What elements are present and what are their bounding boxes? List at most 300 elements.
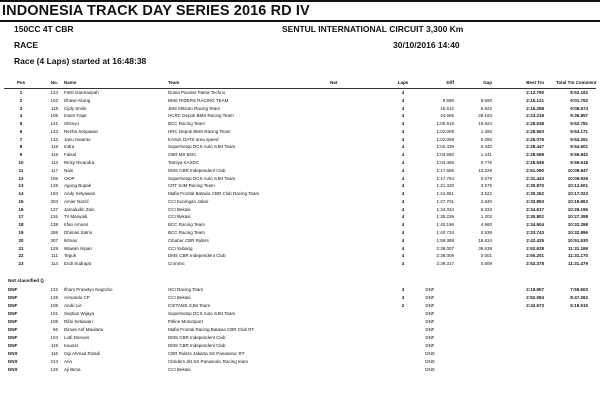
not-classified-row	[0, 327, 600, 335]
cell-no: 288	[50, 230, 58, 236]
not-classified-title: Not classified ()	[8, 279, 44, 284]
cell-team: Cronmic	[168, 261, 185, 267]
cell-laps: 4	[401, 121, 405, 127]
cell-name: Andy Setyawan	[64, 191, 96, 197]
cell-gap: 18.634	[478, 237, 492, 243]
cell-gap: 13.229	[478, 167, 492, 173]
session-datetime: 30/10/2016 14:40	[393, 40, 460, 50]
cell-total: 9:52.781	[570, 121, 588, 127]
not-classified-row	[0, 335, 600, 343]
cell-no: 123	[50, 128, 58, 134]
not-classified-row	[0, 311, 600, 319]
cell-total: 10:09.847	[567, 167, 588, 173]
cell-diff: 1:17.685	[436, 167, 454, 173]
col-laps: Laps	[397, 80, 409, 85]
cell-status: DNF	[425, 335, 435, 340]
cell-no: 104	[50, 335, 58, 340]
cell-name: Imam Fajar	[64, 113, 87, 119]
cell-pos: 8	[19, 144, 23, 150]
cell-gap: 0.340	[480, 144, 492, 150]
cell-no: 121	[50, 121, 58, 127]
cell-team: DMS CBR Independent Club	[168, 335, 226, 340]
cell-team: Mafia Frontal Batavia CBR Club Racing Team	[168, 191, 260, 197]
cell-total: 9:55.842	[570, 152, 588, 158]
cell-best: 2:52.378	[526, 261, 544, 267]
cell-no: 138	[50, 222, 58, 228]
cell-pos: 16	[18, 206, 24, 212]
cell-team: CCI Bekasi	[168, 214, 191, 220]
cell-best: 2:42.673	[526, 303, 544, 308]
cell-no: 124	[50, 90, 58, 95]
cell-total: 8:47.262	[570, 295, 588, 300]
cell-team: DMS CBR Independent Club	[168, 167, 226, 173]
cell-diff: 1:24.861	[436, 191, 454, 197]
cell-no: 126	[50, 214, 58, 220]
cell-pos: DNF	[8, 343, 18, 348]
cell-name: Agung Bopak	[64, 183, 92, 189]
cell-laps: 4	[401, 206, 405, 212]
cell-no: 128	[50, 183, 58, 189]
cell-team: Pitline Motorsport	[168, 319, 204, 324]
cell-name: Shimyo	[64, 121, 80, 127]
cell-team: SuperSotop DCS Auto SJM Team	[168, 311, 236, 316]
cell-pos: 14	[18, 191, 24, 197]
cell-no: 101	[50, 311, 58, 316]
not-classified-row	[0, 359, 600, 367]
cell-gap: 1.202	[480, 214, 492, 220]
cell-total: 10:26.196	[567, 206, 588, 212]
cell-diff: 1:02.009	[436, 128, 454, 134]
cell-team: HRC Depok BMS Racing Team	[168, 128, 231, 134]
cell-name: Aji Bima	[64, 367, 81, 372]
cell-status: DNF	[425, 343, 435, 348]
cell-gap: 4.960	[480, 222, 492, 228]
cell-team: CBR MS BOC	[168, 152, 197, 158]
cell-pos: 11	[18, 167, 24, 173]
cell-no: 105	[50, 113, 58, 119]
cell-diff: 2:38.007	[436, 245, 454, 251]
not-classified-row	[0, 343, 600, 351]
cell-team: BCC Racing Team	[168, 121, 205, 127]
cell-diff: 1:27.701	[436, 198, 454, 204]
cell-no: 102	[50, 97, 58, 103]
cell-name: Dimas Arif Maulana	[64, 327, 104, 332]
cell-team: BCC Racing Team	[168, 230, 205, 236]
cell-laps: 4	[401, 245, 405, 251]
cell-name: Wawan Hipan	[64, 245, 92, 251]
cell-laps: 4	[401, 113, 405, 119]
cell-best: 2:30.802	[526, 214, 544, 220]
cell-name: Armando CP	[64, 295, 90, 300]
cell-best: 2:34.617	[526, 206, 544, 212]
cell-best: 2:25.948	[526, 160, 544, 166]
cell-pos: 9	[19, 152, 23, 158]
cell-team: CCI Subang	[168, 245, 193, 251]
cell-total: 9:36.857	[570, 113, 588, 119]
cell-best: 2:28.568	[526, 152, 544, 158]
cell-pos: DNS	[8, 359, 18, 364]
cell-pos: 13	[18, 183, 24, 189]
cell-status: DNF	[425, 303, 435, 308]
cell-laps: 4	[401, 237, 405, 243]
cell-name: Dhimas Satrio	[64, 230, 93, 236]
cell-gap: 3.575	[480, 183, 492, 189]
cell-team: KASdc DATS area speed	[168, 136, 219, 142]
cell-gap: 0.538	[480, 230, 492, 236]
cell-pos: 7	[19, 136, 23, 142]
cell-diff: 16.512	[440, 105, 454, 111]
cell-best: 2:52.084	[526, 295, 544, 300]
circuit-name: SENTUL INTERNATIONAL CIRCUIT 3,300 Km	[282, 24, 464, 34]
col-nat: Nat	[330, 80, 338, 85]
cell-best: 2:51.090	[526, 167, 544, 173]
session-name: RACE	[14, 40, 39, 50]
col-no: No.	[50, 80, 58, 85]
cell-no: 108	[50, 319, 58, 324]
cell-pos: 18	[18, 222, 24, 228]
cell-status: DNF	[425, 327, 435, 332]
cell-diff: 44.695	[440, 113, 454, 119]
cell-gap: 9.590	[480, 97, 492, 103]
cell-diff: 9.590	[442, 97, 454, 103]
not-classified-row	[0, 367, 600, 375]
cell-team: JMS Mitsuto Racing Team	[168, 105, 221, 111]
cell-gap: 15.924	[478, 121, 492, 127]
cell-pos: DNF	[8, 311, 18, 316]
cell-laps: 3	[401, 287, 405, 292]
not-classified-row	[0, 351, 600, 359]
cell-total: 11:31.479	[567, 261, 588, 267]
page-title: INDONESIA TRACK DAY SERIES 2016 RD IV	[2, 3, 310, 19]
cell-total: 10:09.926	[567, 175, 588, 181]
cell-name: Janu Iswanto	[64, 136, 91, 142]
cell-pos: 6	[19, 128, 23, 134]
cell-no: 119	[50, 343, 58, 348]
cell-gap: 2.840	[480, 198, 492, 204]
cell-no: 106	[50, 175, 58, 181]
cell-gap: 3.522	[480, 191, 492, 197]
race-info: Race (4 Laps) started at 16:48:38	[14, 56, 147, 66]
cell-best: 2:19.957	[526, 287, 544, 292]
cell-diff: 1:21.339	[436, 183, 454, 189]
cell-laps: 4	[401, 183, 405, 189]
cell-best: 2:15.121	[526, 97, 544, 103]
cell-pos: 23	[18, 261, 24, 267]
cell-laps: 4	[401, 167, 405, 173]
cell-pos: DNF	[8, 295, 18, 300]
cell-name: Ciply Smile	[64, 105, 87, 111]
cell-gap: 0.079	[480, 175, 492, 181]
cell-pos: 21	[18, 245, 24, 251]
cell-diff: 1:17.764	[436, 175, 454, 181]
cell-diff: 2:38.008	[436, 253, 454, 259]
cell-laps: 4	[401, 191, 405, 197]
cell-pos: 4	[19, 113, 23, 119]
cell-team: BMS RIDERS RACING TEAM	[168, 97, 229, 103]
cell-team: DMS CBR Independent Club	[168, 343, 226, 348]
cell-laps: 4	[401, 261, 405, 267]
cell-name: Andri Lie	[64, 303, 82, 308]
result-row	[0, 261, 600, 269]
cell-name: Indra	[64, 144, 75, 150]
cell-team: DMS CBR Independent Club	[168, 253, 226, 259]
cell-pos: 1	[19, 90, 23, 95]
cell-status: DNS	[425, 367, 435, 372]
cell-team: CCI Kuningan Jabar	[168, 198, 209, 204]
cell-name: Ricky Ricandra	[64, 160, 95, 166]
cell-best: 2:33.743	[526, 230, 544, 236]
cell-pos: 15	[18, 198, 24, 204]
cell-team: CCI Bekasi	[168, 206, 191, 212]
cell-total: 11:31.170	[567, 253, 588, 259]
cell-team: CCI Bekasi	[168, 295, 191, 300]
cell-status: DNF	[425, 319, 435, 324]
not-classified-row	[0, 287, 600, 295]
cell-best: 2:50.201	[526, 253, 544, 259]
class-name: 150CC 4T CBR	[14, 24, 74, 34]
cell-no: 303	[50, 198, 58, 204]
cell-status: DNF	[425, 287, 435, 292]
cell-name: Rifai Setiawan	[64, 319, 93, 324]
col-diff: Diff	[446, 80, 454, 85]
cell-no: 122	[50, 287, 58, 292]
cell-laps: 4	[401, 136, 405, 142]
cell-best: 2:23.219	[526, 113, 544, 119]
cell-best: 2:12.790	[526, 90, 544, 95]
cell-name: Faisal	[64, 152, 77, 158]
cell-pos: DNF	[8, 335, 18, 340]
cell-team: SuperSotop DCS Auto SJM Team	[168, 144, 236, 150]
cell-pos: 12	[18, 175, 24, 181]
cell-total: 9:08.674	[570, 105, 588, 111]
cell-diff: 1:35.236	[436, 214, 454, 220]
cell-gap: 0.001	[480, 253, 492, 259]
cell-name: Ikhsan	[64, 237, 78, 243]
cell-name: OKIP	[64, 175, 75, 181]
cell-name: Teguh	[64, 253, 77, 259]
cell-no: 113	[50, 160, 58, 166]
cell-pos: 22	[18, 253, 24, 259]
cell-name: Lutfi Denoes	[64, 335, 90, 340]
cell-total: 10:17.023	[567, 191, 588, 197]
cell-no: 118	[50, 144, 58, 150]
cell-name: Tri Manyadi	[64, 214, 88, 220]
not-classified-row	[0, 319, 600, 327]
cell-pos: 2	[19, 97, 23, 103]
cell-total: 10:27.398	[567, 214, 588, 220]
title-bar	[0, 0, 600, 22]
not-classified-row	[0, 303, 600, 311]
cell-name: Rezha Setyawan	[64, 128, 99, 134]
cell-best: 2:34.904	[526, 222, 544, 228]
cell-best: 2:30.262	[526, 191, 544, 197]
cell-total: 7:55.603	[570, 287, 588, 292]
cell-no: 118	[50, 105, 58, 111]
col-total: Total Tm Comment	[556, 80, 597, 85]
cell-diff: 1:59.368	[436, 237, 454, 243]
cell-no: 127	[50, 206, 58, 212]
cell-pos: DNS	[8, 351, 18, 356]
cell-no: 128	[50, 295, 58, 300]
cell-status: DNF	[425, 311, 435, 316]
results-table-header	[0, 80, 600, 88]
header-divider	[4, 88, 596, 89]
cell-name: Amier Nazril	[64, 198, 89, 204]
cell-best: 2:32.893	[526, 198, 544, 204]
cell-team: HCRC Depok BMS Racing Team	[168, 113, 234, 119]
cell-no: 132	[50, 136, 58, 142]
cell-gap: 1.390	[480, 128, 492, 134]
cell-diff: 1:40.196	[436, 222, 454, 228]
cell-name: Kausar	[64, 343, 79, 348]
cell-team: Tamiya KASDC	[168, 160, 200, 166]
cell-gap: 0.809	[480, 261, 492, 267]
cell-laps: 4	[401, 97, 405, 103]
cell-diff: 1:40.734	[436, 230, 454, 236]
cell-gap: 1.241	[480, 152, 492, 158]
cell-pos: DNF	[8, 287, 18, 292]
cell-total: 10:32.896	[567, 230, 588, 236]
cell-name: Irfan Amoeri	[64, 222, 89, 228]
cell-total: 10:32.358	[567, 222, 588, 228]
cell-total: 9:56.618	[570, 160, 588, 166]
cell-name: Jamaludin Zain	[64, 206, 95, 212]
cell-diff: 1:34.034	[436, 206, 454, 212]
cell-no: 193	[50, 191, 58, 197]
cell-name: Endi Sudrajat	[64, 261, 92, 267]
cell-pos: 19	[18, 230, 24, 236]
cell-no: 116	[50, 351, 58, 356]
col-gap: Gap	[483, 80, 492, 85]
cell-laps: 4	[401, 230, 405, 236]
cell-best: 2:28.447	[526, 144, 544, 150]
cell-team: ICETAMS SJM Team	[168, 303, 211, 308]
cell-gap: 0.776	[480, 160, 492, 166]
cell-team: Dunia Pioneer Patria Techno	[168, 90, 226, 95]
cell-best: 2:16.268	[526, 105, 544, 111]
cell-best: 2:26.076	[526, 136, 544, 142]
cell-total: 10:13.501	[567, 183, 588, 189]
cell-name: Fetlri Darmanpah	[64, 90, 99, 95]
cell-pos: DNF	[8, 303, 18, 308]
cell-status: DNS	[425, 359, 435, 364]
cell-gap: 0.090	[480, 136, 492, 142]
cell-total: 9:01.752	[570, 97, 588, 103]
cell-total: 9:54.171	[570, 128, 588, 134]
cell-team: SuperSotop DCS Auto SJM Team	[168, 175, 236, 181]
cell-no: 108	[50, 303, 58, 308]
cell-best: 2:28.538	[526, 121, 544, 127]
cell-team: Mafia Frontal Racing Batavia CBR Club RT	[168, 327, 255, 332]
cell-best: 2:28.563	[526, 128, 544, 134]
cell-status: DNF	[425, 295, 435, 300]
cell-gap: 6.333	[480, 206, 492, 212]
cell-total: 10:19.863	[567, 198, 588, 204]
cell-laps: 4	[401, 253, 405, 259]
cell-pos: DNF	[8, 319, 18, 324]
cell-no: 117	[50, 167, 58, 173]
cell-diff: 2:39.317	[436, 261, 454, 267]
not-classified-row	[0, 295, 600, 303]
cell-name: Septian Wijaya	[64, 311, 95, 316]
cell-best: 2:42.425	[526, 237, 544, 243]
cell-pos: DNS	[8, 367, 18, 372]
cell-pos: DNF	[8, 327, 18, 332]
cell-laps: 4	[401, 214, 405, 220]
cell-total: 10:51.530	[567, 237, 588, 243]
cell-team: BCC Racing Team	[168, 222, 205, 228]
cell-laps: 4	[401, 160, 405, 166]
cell-best: 2:30.870	[526, 183, 544, 189]
cell-team: Cbriders Jkt SS Panasonic Racing team	[168, 359, 249, 364]
col-pos: Pos	[16, 80, 26, 85]
cell-team: HCI Racing Team	[168, 287, 204, 292]
cell-total: 5:19.515	[570, 303, 588, 308]
cell-pos: 3	[19, 105, 23, 111]
cell-team: CCI Bekasi	[168, 367, 191, 372]
cell-total: 8:52.162	[570, 90, 588, 95]
cell-best: 2:52.628	[526, 245, 544, 251]
cell-name: Dhawi Akong	[64, 97, 91, 103]
cell-laps: 4	[401, 152, 405, 158]
cell-no: 114	[50, 261, 58, 267]
cell-no: 66	[52, 327, 58, 332]
cell-laps: 3	[401, 295, 405, 300]
cell-laps: 4	[401, 198, 405, 204]
cell-total: 11:31.169	[567, 245, 588, 251]
cell-diff: 1:00.619	[436, 121, 454, 127]
cell-team: Cibubur CBR Riders	[168, 237, 209, 243]
cell-laps: 4	[401, 144, 405, 150]
cell-no: 125	[50, 367, 58, 372]
cell-name: Ilham Prasetyo Nugroho	[64, 287, 113, 292]
cell-laps: 4	[401, 90, 405, 95]
cell-gap: 28.183	[478, 113, 492, 119]
cell-diff: 1:02.099	[436, 136, 454, 142]
cell-laps: 2	[401, 303, 405, 308]
cell-gap: 39.639	[478, 245, 492, 251]
cell-pos: 17	[18, 214, 24, 220]
col-best: Best Tm	[526, 80, 544, 85]
cell-laps: 4	[401, 175, 405, 181]
cell-name: Ogi Ahmad Rizadi	[64, 351, 101, 356]
cell-laps: 4	[401, 222, 405, 228]
cell-name: Nain	[64, 167, 74, 173]
cell-no: 307	[50, 237, 58, 243]
cell-no: 115	[50, 152, 58, 158]
cell-status: DNS	[425, 351, 435, 356]
cell-diff: 1:02.439	[436, 144, 454, 150]
col-name: Name	[64, 80, 77, 85]
cell-diff: 1:04.456	[436, 160, 454, 166]
cell-gap: 6.922	[480, 105, 492, 111]
cell-no: 111	[51, 253, 58, 259]
cell-no: 213	[50, 359, 58, 364]
cell-total: 9:54.601	[570, 144, 588, 150]
cell-pos: 10	[18, 160, 24, 166]
cell-team: CRT SJM Racing Team	[168, 183, 215, 189]
cell-team: CBR Riders Jakarta SS Panasonic RT	[168, 351, 245, 356]
cell-diff: 1:03.680	[436, 152, 454, 158]
cell-pos: 5	[19, 121, 23, 127]
col-team: Team	[168, 80, 180, 85]
cell-laps: 4	[401, 128, 405, 134]
cell-best: 2:31.443	[526, 175, 544, 181]
cell-name: Ario	[64, 359, 73, 364]
cell-no: 129	[50, 245, 58, 251]
cell-total: 9:54.261	[570, 136, 588, 142]
cell-pos: 20	[18, 237, 24, 243]
